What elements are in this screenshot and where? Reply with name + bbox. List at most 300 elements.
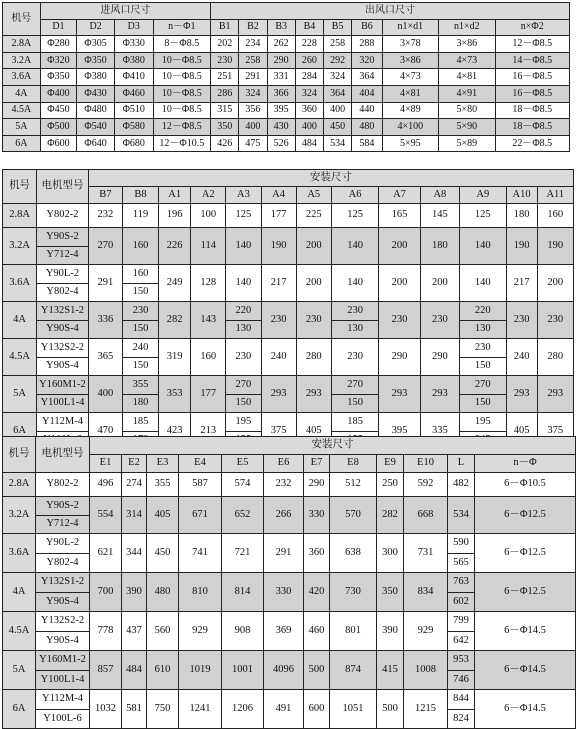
table1-cell: Φ500: [40, 119, 77, 136]
table2-cell: 200: [420, 265, 459, 302]
table3-motor-upper: Y90S-2: [46, 499, 79, 511]
table3-cell: 6－Φ14.5: [475, 651, 576, 690]
table2-cell-upper: 220: [235, 304, 252, 316]
table2-motor-header: 电机型号: [37, 170, 89, 204]
table2-motor-lower: Y802-4: [37, 283, 88, 302]
table1-col-header: n－Φ1: [153, 19, 211, 36]
table1-cell: Φ410: [114, 69, 153, 86]
table1-col-header: B2: [239, 19, 267, 36]
table2-cell: 225: [296, 204, 331, 228]
table3-motor-split: [36, 612, 89, 650]
table1-cell: 5×90: [439, 119, 495, 136]
table2-cell: 230: [537, 302, 573, 339]
table2-cell: 128: [191, 265, 226, 302]
table3-col-header: n－Φ: [475, 455, 576, 473]
table2-cell-upper: 195: [474, 415, 491, 427]
table2-col-header: B7: [88, 187, 122, 204]
table1-cell: 262: [267, 36, 295, 53]
table1-cell: 404: [352, 85, 382, 102]
table3-model-cell: 3.2A: [3, 497, 36, 534]
table2-cell: 470: [88, 413, 122, 450]
table2-col-header: A11: [537, 187, 573, 204]
table1-cell: 3×78: [382, 36, 438, 53]
table1-cell: 14－Φ8.5: [495, 52, 569, 69]
table3-cell: 390: [377, 612, 404, 651]
table3-model-cell: 3.6A: [3, 534, 36, 573]
table1-cell: 4×73: [382, 69, 438, 86]
table2-cell: 180: [506, 204, 537, 228]
table3-motor-lower: Y802-4: [36, 553, 89, 573]
table3-cell-split: [448, 573, 474, 611]
table2-col-header: A9: [460, 187, 507, 204]
table2-cell: 140: [226, 228, 261, 265]
table2-cell-lower: 150: [460, 357, 506, 376]
table1-cell: 251: [211, 69, 239, 86]
table3-cell-split: [448, 690, 474, 728]
table3-cell: 330: [304, 497, 330, 534]
table2-row: [3, 376, 574, 413]
table1-cell: 12－Φ8.5: [495, 36, 569, 53]
table2-motor-upper: Y160M1-2: [39, 378, 86, 390]
table3-row: [3, 473, 576, 497]
table2-cell: 226: [159, 228, 191, 265]
table3-motor-header: 电机型号: [36, 437, 90, 473]
table2-cell: 375: [261, 413, 296, 450]
table3-cell: 480: [147, 573, 179, 612]
table3-motor-split: [36, 497, 89, 533]
table2-cell: 177: [191, 376, 226, 413]
table3-cell: 1008: [404, 651, 448, 690]
table1-model-cell: 3.2A: [3, 52, 41, 69]
table3-row: [3, 497, 576, 534]
table1-cell: 288: [352, 36, 382, 53]
table1-cell: 4×81: [382, 85, 438, 102]
table2-motor-split: [37, 228, 88, 264]
table3-cell: 730: [330, 573, 377, 612]
table2-cell-split: [460, 302, 506, 338]
table1-cell: Φ430: [77, 85, 115, 102]
table3-cell: 420: [304, 573, 330, 612]
table2-cell: 140: [226, 265, 261, 302]
table3-cell: 290: [304, 473, 330, 497]
table2-cell: 100: [191, 204, 226, 228]
table1-col-header: B6: [352, 19, 382, 36]
table3-cell: 700: [90, 573, 122, 612]
table3-cell: 282: [377, 497, 404, 534]
table1-model-cell: 6A: [3, 135, 41, 152]
table2-cell: 160: [191, 339, 226, 376]
table2-cell: 375: [537, 413, 573, 450]
table2-cell: 160: [122, 228, 158, 265]
table3-cell: 390: [122, 573, 147, 612]
table1-cell: 5×80: [439, 102, 495, 119]
table2-cell-lower: 150: [226, 394, 260, 413]
table2-cell: 249: [159, 265, 191, 302]
table3-col-header: E6: [264, 455, 304, 473]
table1-cell: Φ510: [114, 102, 153, 119]
table1-cell: 584: [352, 135, 382, 152]
table2-cell: 293: [506, 376, 537, 413]
table3-cell-split: [448, 612, 474, 650]
table2-cell: 125: [331, 204, 379, 228]
table3-col-header: E7: [304, 455, 330, 473]
table2-col-header: A7: [379, 187, 420, 204]
table1-cell: 10－Φ8.5: [153, 85, 211, 102]
table3-motor-cell: [36, 573, 90, 612]
table2-cell-split: [123, 339, 158, 375]
table1-col-header: B1: [211, 19, 239, 36]
table2-cell: 180: [420, 228, 459, 265]
table1-cell: 450: [324, 119, 352, 136]
table2-cell-lower: 180: [123, 394, 158, 413]
table3-col-header: E10: [404, 455, 448, 473]
table3-cell: 6－Φ12.5: [475, 534, 576, 573]
table1-col-header: B3: [267, 19, 295, 36]
table1-cell: 364: [352, 69, 382, 86]
table1-cell: Φ280: [40, 36, 77, 53]
table1-cell: Φ305: [77, 36, 115, 53]
table2-cell: 336: [88, 302, 122, 339]
table3-cell-lower: 602: [448, 592, 474, 612]
table2-cell: 232: [88, 204, 122, 228]
table3-row: [3, 534, 576, 573]
table2-cell: 230: [420, 302, 459, 339]
table1-cell: Φ680: [114, 135, 153, 152]
table1-cell: 4×100: [382, 119, 438, 136]
table1-cell: Φ480: [77, 102, 115, 119]
table1-cell: 5×95: [382, 135, 438, 152]
table1-inlet-header: 进风口尺寸: [40, 3, 210, 20]
table2-cell: 213: [191, 413, 226, 450]
table2-cell: 280: [296, 339, 331, 376]
table3-cell: 232: [264, 473, 304, 497]
table2-motor-cell: [37, 228, 89, 265]
table3-model-cell: 2.8A: [3, 473, 36, 497]
table1-cell: 366: [267, 85, 295, 102]
table1-col-header: n×Φ2: [495, 19, 569, 36]
table1-cell: 228: [295, 36, 323, 53]
table2-cell: 230: [296, 302, 331, 339]
table2-cell: [122, 265, 158, 302]
table2-cell-upper: 240: [132, 341, 149, 353]
table3-cell: 250: [377, 473, 404, 497]
table2-cell-split: [123, 302, 158, 338]
table2-cell-upper: 220: [474, 304, 491, 316]
table2-cell: [122, 376, 158, 413]
table2-cell-lower: 150: [123, 283, 158, 302]
table3-cell: 1215: [404, 690, 448, 729]
table2-cell-lower: 150: [460, 394, 506, 413]
table2-cell: 217: [506, 265, 537, 302]
table2-cell: 365: [88, 339, 122, 376]
table2-cell: 423: [159, 413, 191, 450]
table3-cell: 6－Φ12.5: [475, 573, 576, 612]
table2-row: [3, 302, 574, 339]
table3-cell: 500: [304, 651, 330, 690]
table3-cell: 6－Φ14.5: [475, 690, 576, 729]
table2-cell: [122, 302, 158, 339]
table3-col-header: E1: [90, 455, 122, 473]
table1-cell: Φ380: [114, 52, 153, 69]
table3-cell: 1206: [222, 690, 264, 729]
table3-cell: 834: [404, 573, 448, 612]
table3-col-header: E8: [330, 455, 377, 473]
table1-cell: 3×86: [439, 36, 495, 53]
table1-cell: 5×89: [439, 135, 495, 152]
table3-row: [3, 612, 576, 651]
table1-cell: Φ640: [77, 135, 115, 152]
table1-cell: 324: [295, 85, 323, 102]
table3-cell: 4096: [264, 651, 304, 690]
table2-cell: 196: [159, 204, 191, 228]
table2-col-header: A5: [296, 187, 331, 204]
table3-model-cell: 4A: [3, 573, 36, 612]
table3-install-header: 安装尺寸: [90, 437, 576, 455]
table1-cell: 364: [324, 85, 352, 102]
table1-cell: Φ540: [77, 119, 115, 136]
table1-col-header: B4: [295, 19, 323, 36]
table1-outlet-header: 出风口尺寸: [211, 3, 570, 20]
table2-cell-split: [226, 302, 260, 338]
table2-motor-cell: [37, 376, 89, 413]
installation-dimension-table-e: [2, 436, 576, 729]
table2-cell: 270: [88, 228, 122, 265]
table2-cell: 200: [296, 265, 331, 302]
table1-cell: 286: [211, 85, 239, 102]
table2-cell: 230: [506, 302, 537, 339]
table2-model-cell: 6A: [3, 413, 37, 450]
table1-col-header: D1: [40, 19, 77, 36]
table3-motor-lower: Y100L1-4: [36, 670, 89, 690]
installation-dimension-table-a: [2, 169, 574, 450]
table3-col-header: E2: [122, 455, 147, 473]
table1-cell: Φ460: [114, 85, 153, 102]
table1-model-header: 机号: [3, 3, 41, 36]
table2-motor-split: [37, 339, 88, 375]
table2-cell-upper: 270: [474, 378, 491, 390]
table1-cell: 290: [267, 52, 295, 69]
table2-cell: 240: [261, 339, 296, 376]
table2-cell: 400: [88, 376, 122, 413]
table2-cell: 293: [261, 376, 296, 413]
table1-col-header: D2: [77, 19, 115, 36]
table1-row: [3, 85, 570, 102]
table3-model-cell: 4.5A: [3, 612, 36, 651]
table1-cell: Φ350: [77, 52, 115, 69]
table3-motor-cell: [36, 534, 90, 573]
table2-row: [3, 339, 574, 376]
table2-motor-split: [37, 376, 88, 412]
table1-cell: 4×81: [439, 69, 495, 86]
table1-cell: 4×89: [382, 102, 438, 119]
table1-cell: Φ600: [40, 135, 77, 152]
table3-cell: 500: [377, 690, 404, 729]
table2-cell: [331, 376, 379, 413]
table3-motor-cell: Y802-2: [36, 473, 90, 497]
table2-group-header-row: [3, 170, 574, 187]
table1-col-header: n1×d1: [382, 19, 438, 36]
table3-cell: 908: [222, 612, 264, 651]
table3-cell-upper: 953: [453, 654, 469, 665]
table2-cell: 290: [379, 339, 420, 376]
table2-motor-upper: Y90S-2: [46, 230, 79, 242]
table3-motor-upper: Y160M1-2: [39, 654, 86, 665]
table2-cell: 230: [331, 339, 379, 376]
table1-cell: 4×91: [439, 85, 495, 102]
table2-cell: 230: [226, 339, 261, 376]
table3-cell: 6－Φ12.5: [475, 497, 576, 534]
table3-cell-lower: 565: [448, 553, 474, 573]
table3-cell: 560: [147, 612, 179, 651]
table2-cell-upper: 230: [347, 304, 363, 316]
table2-cell: 165: [379, 204, 420, 228]
table2-motor-upper: Y132S2-2: [40, 341, 85, 353]
table2-cell: [122, 339, 158, 376]
table3-cell: [448, 534, 475, 573]
table3-row: [3, 651, 576, 690]
table3-cell: 929: [179, 612, 222, 651]
table2-cell: 190: [506, 228, 537, 265]
table2-row: [3, 265, 574, 302]
table3-row: [3, 690, 576, 729]
table2-cell-lower: 150: [123, 320, 158, 339]
table3-cell: 1019: [179, 651, 222, 690]
table2-cell-split: [460, 339, 506, 375]
table2-cell: 280: [537, 339, 573, 376]
table2-cell-upper: 270: [235, 378, 252, 390]
table1-cell: 400: [295, 119, 323, 136]
table3-cell: 350: [377, 573, 404, 612]
table1-group-header-row: [3, 3, 570, 20]
table3-cell-lower: 642: [448, 631, 474, 651]
table1-cell: 12－Φ10.5: [153, 135, 211, 152]
table2-cell: 177: [261, 204, 296, 228]
table1-cell: 484: [295, 135, 323, 152]
table1-cell: 400: [324, 102, 352, 119]
table1-cell: 291: [239, 69, 267, 86]
table3-motor-split: [36, 573, 89, 611]
table3-cell: 460: [304, 612, 330, 651]
table2-cell: 119: [122, 204, 158, 228]
table2-motor-upper: Y132S1-2: [40, 304, 85, 316]
table2-cell: 217: [261, 265, 296, 302]
table3-cell: 512: [330, 473, 377, 497]
table2-cell: 140: [331, 265, 379, 302]
table3-cell: 300: [377, 534, 404, 573]
table2-cell: 190: [537, 228, 573, 265]
table3-cell: 360: [304, 534, 330, 573]
table2-model-cell: 5A: [3, 376, 37, 413]
table2-cell: 240: [506, 339, 537, 376]
table3-motor-split: [36, 690, 89, 728]
table1-cell: Φ320: [40, 52, 77, 69]
table1-cell: 4×73: [439, 52, 495, 69]
table1-cell: 400: [239, 119, 267, 136]
table3-cell-split: [448, 651, 474, 689]
table2-cell-upper: 230: [132, 304, 149, 316]
table1-cell: Φ450: [40, 102, 77, 119]
table2-cell: 353: [159, 376, 191, 413]
table1-row: [3, 36, 570, 53]
table3-cell: 314: [122, 497, 147, 534]
table3-cell: 491: [264, 690, 304, 729]
table2-cell: [226, 376, 261, 413]
table2-row: [3, 204, 574, 228]
table3-cell-upper: 763: [453, 576, 469, 587]
table2-cell: 293: [296, 376, 331, 413]
table2-col-header: A8: [420, 187, 459, 204]
table3-cell: 801: [330, 612, 377, 651]
table1-row: [3, 119, 570, 136]
table2-motor-lower: Y100L1-4: [37, 394, 88, 413]
table2-cell: [460, 376, 507, 413]
table3-cell-upper: 590: [453, 537, 469, 548]
table2-cell: 114: [191, 228, 226, 265]
table1-col-header: D3: [114, 19, 153, 36]
table3-cell: 415: [377, 651, 404, 690]
table3-model-cell: 6A: [3, 690, 36, 729]
table3-cell: 600: [304, 690, 330, 729]
table3-model-header: 机号: [3, 437, 36, 473]
table2-motor-split: [37, 265, 88, 301]
table1-cell: 258: [324, 36, 352, 53]
table2-model-cell: 3.6A: [3, 265, 37, 302]
table1-cell: 8－Φ8.5: [153, 36, 211, 53]
table3-cell: 496: [90, 473, 122, 497]
table3-cell: [448, 612, 475, 651]
table2-model-cell: 4.5A: [3, 339, 37, 376]
table2-cell-lower: 150: [332, 394, 379, 413]
table3-col-header: E9: [377, 455, 404, 473]
table2-cell: 125: [460, 204, 507, 228]
table1-cell: 10－Φ8.5: [153, 52, 211, 69]
table3-cell: 874: [330, 651, 377, 690]
table2-cell-lower: 130: [332, 320, 379, 339]
table2-cell: 293: [420, 376, 459, 413]
table1-cell: 258: [239, 52, 267, 69]
table3-cell: 621: [90, 534, 122, 573]
table2-motor-cell: [37, 302, 89, 339]
table2-cell: 282: [159, 302, 191, 339]
table2-cell: 143: [191, 302, 226, 339]
table2-cell: 190: [261, 228, 296, 265]
table1-cell: 260: [295, 52, 323, 69]
table2-model-header: 机号: [3, 170, 37, 204]
table1-cell: 324: [239, 85, 267, 102]
table1-model-cell: 2.8A: [3, 36, 41, 53]
table1-cell: 12－Φ8.5: [153, 119, 211, 136]
table3-cell: 610: [147, 651, 179, 690]
table1-cell: 320: [352, 52, 382, 69]
table2-cell-upper: 185: [132, 415, 149, 427]
table1-cell: 440: [352, 102, 382, 119]
table3-cell: 778: [90, 612, 122, 651]
table3-cell: 929: [404, 612, 448, 651]
table3-cell: 274: [122, 473, 147, 497]
table2-install-header: 安装尺寸: [88, 170, 573, 187]
table2-cell-upper: 195: [235, 415, 252, 427]
table2-row: [3, 228, 574, 265]
table2-cell: 335: [420, 413, 459, 450]
table2-cell: 140: [331, 228, 379, 265]
table1-cell: 480: [352, 119, 382, 136]
table3-cell: 6－Φ10.5: [475, 473, 576, 497]
table3-cell: 810: [179, 573, 222, 612]
table1-row: [3, 102, 570, 119]
table2-cell: [331, 302, 379, 339]
table2-motor-upper: Y112M-4: [41, 415, 83, 427]
table3-cell: 482: [448, 473, 475, 497]
